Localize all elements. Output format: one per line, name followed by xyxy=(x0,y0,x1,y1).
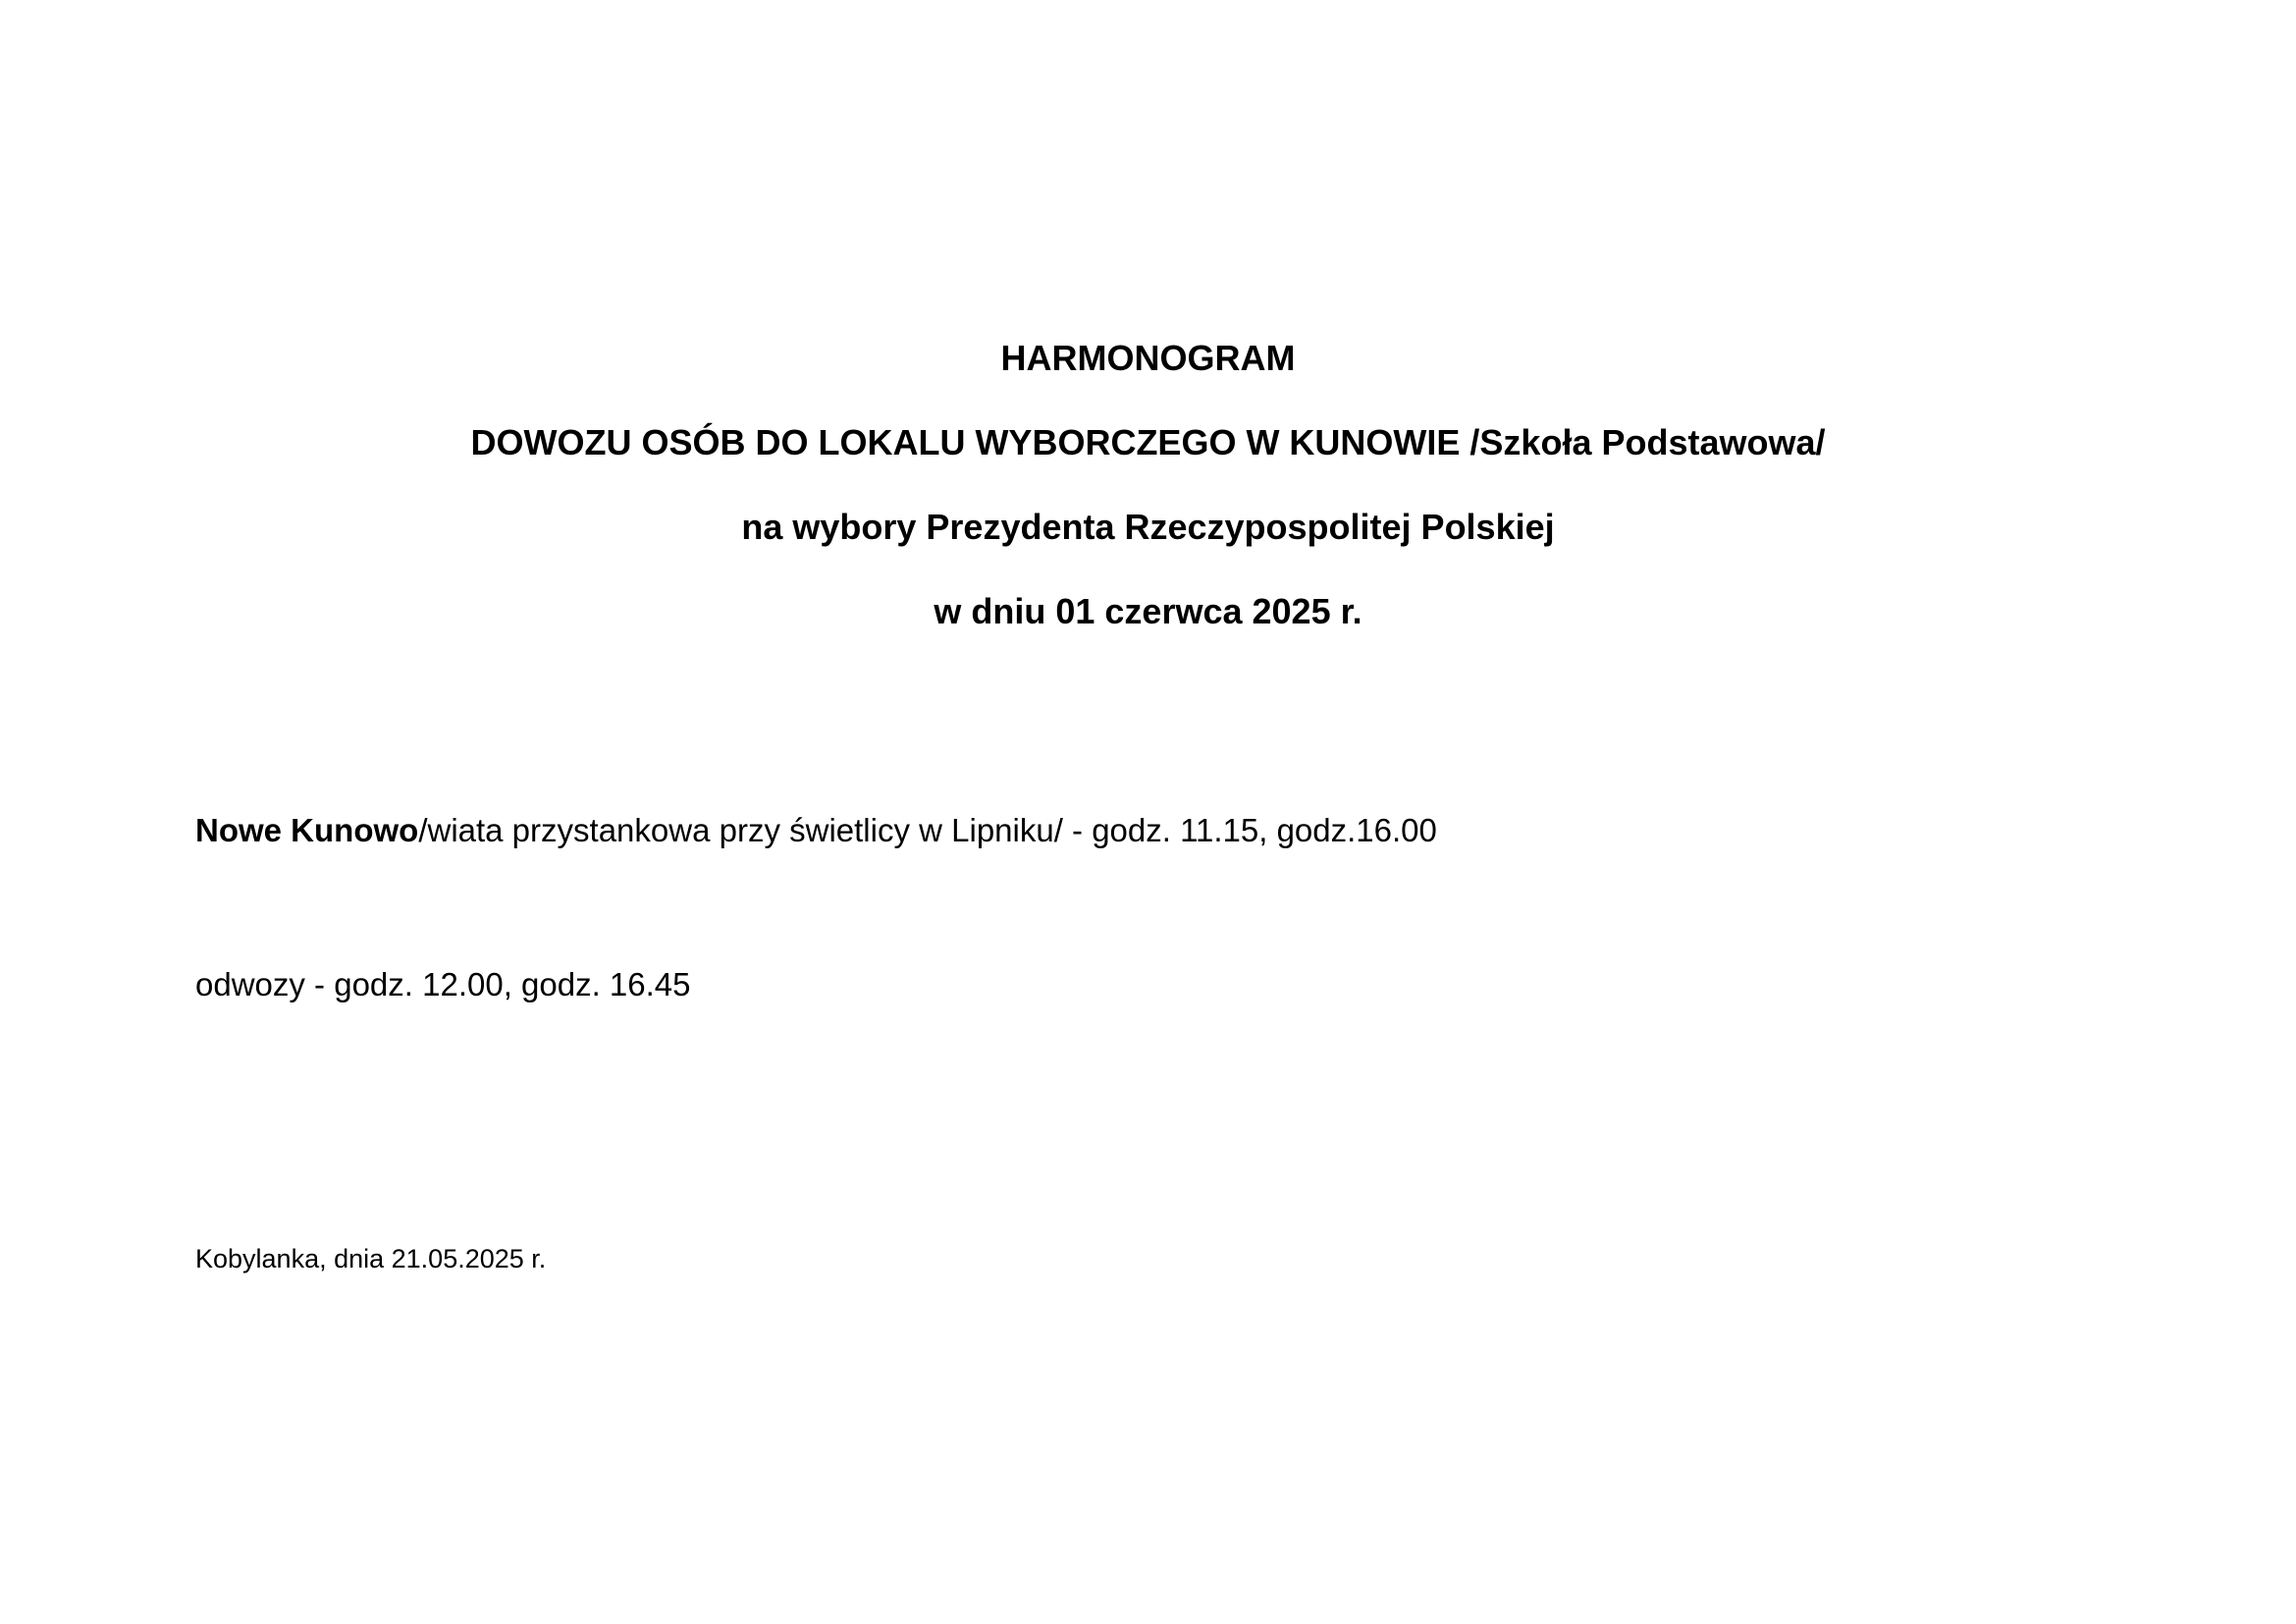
document-title: HARMONOGRAM xyxy=(1000,338,1296,378)
route-place-name: Nowe Kunowo xyxy=(195,812,419,848)
route-entry xyxy=(195,810,1437,851)
election-line: na wybory Prezydenta Rzeczypospolitej Polskiej xyxy=(741,507,1555,547)
document-subtitle: DOWOZU OSÓB DO LOKALU WYBORCZEGO W KUNOWIE /Szkoła Podstawowa/ xyxy=(470,422,1826,462)
election-date-line: w dniu 01 czerwca 2025 r. xyxy=(934,591,1362,631)
place-and-date: Kobylanka, dnia 21.05.2025 r. xyxy=(195,1244,547,1273)
return-times: odwozy - godz. 12.00, godz. 16.45 xyxy=(195,966,691,1002)
route-details: /wiata przystankowa przy świetlicy w Lipniku/ - godz. 11.15, godz.16.00 xyxy=(418,812,1437,848)
